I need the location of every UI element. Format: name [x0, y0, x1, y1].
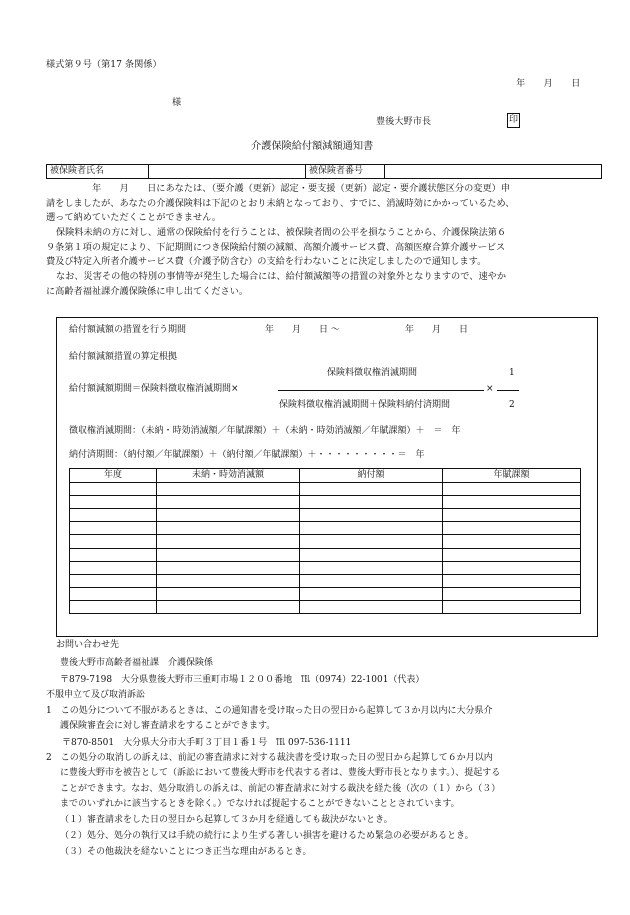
- issuer-name: 豊後大野市長: [376, 116, 432, 127]
- table-row: [70, 561, 581, 574]
- table-cell: [443, 561, 581, 574]
- contact-heading: お問い合わせ先: [56, 640, 120, 650]
- table-cell: [443, 483, 581, 496]
- contact-address: 〒879-7198 大分県豊後大野市三重町市場１２００番地 ℡（0974）22-1001（代表）: [60, 675, 425, 685]
- table-cell: [70, 587, 157, 600]
- insured-number-label: 被保険者番号: [306, 165, 385, 179]
- year-breakdown-table: [69, 468, 581, 614]
- body-p3-line1: なお、災害その他の特別の事情等が発生した場合には、給付額減額等の措置の対象外となりますので、速やか: [56, 271, 507, 282]
- table-cell: [300, 496, 443, 509]
- appeal-item2-line2: に豊後大野市を被告として（訴訟において豊後大野市を代表する者は、豊後大野市長となります。）、提起する: [60, 768, 501, 778]
- table-cell: [70, 496, 157, 509]
- appeal-sub2: （２）処分、処分の執行又は手続の続行により生ずる著しい損害を避けるため緊急の必要があるとき。: [60, 831, 474, 841]
- formula-denominator-two: 2: [509, 400, 515, 410]
- appeal-item2-line1: 2 この処分の取消しの訴えは、前記の審査請求に対する裁決書を受け取った日の翌日から起算して６か月以内: [46, 753, 493, 763]
- table-cell: [443, 600, 581, 613]
- table-cell: [157, 600, 300, 613]
- table-cell: [70, 509, 157, 522]
- table-cell: [157, 535, 300, 548]
- formula-numerator-one: 1: [509, 368, 515, 378]
- table-cell: [300, 483, 443, 496]
- table-cell: [443, 535, 581, 548]
- table-cell: [70, 574, 157, 587]
- body-p1-line3: 遡って納めていただくことができません。: [46, 212, 222, 223]
- body-p2-line2: ９条第１項の規定により、下記期間につき保険給付額の減額、高額介護サービス費、高額医療合算介護サービス: [46, 242, 506, 253]
- table-cell: [157, 522, 300, 535]
- table-cell: [70, 535, 157, 548]
- insured-info-table: [46, 164, 602, 179]
- table-cell: [300, 561, 443, 574]
- col-header-annual: 年賦課額: [443, 469, 581, 483]
- table-cell: [157, 548, 300, 561]
- table-cell: [443, 496, 581, 509]
- appeal-sub3: （３）その他裁決を経ないことにつき正当な理由があるとき。: [60, 847, 312, 857]
- table-cell: [300, 522, 443, 535]
- table-cell: [70, 548, 157, 561]
- table-cell: [157, 587, 300, 600]
- table-cell: [157, 483, 300, 496]
- formula-times: ×: [486, 384, 494, 394]
- table-row: [70, 483, 581, 496]
- formula-left: 給付額減額期間＝保険料徴収権消滅期間×: [69, 384, 239, 394]
- table-row: [70, 509, 581, 522]
- formula-half-line: [497, 390, 519, 391]
- insured-name-label: 被保険者氏名: [47, 165, 149, 179]
- table-cell: [70, 522, 157, 535]
- document-title: 介護保険給付額減額通知書: [251, 141, 374, 152]
- appeal-heading: 不服申立て及び取消訴訟: [46, 690, 146, 700]
- table-cell: [300, 535, 443, 548]
- table-cell: [443, 574, 581, 587]
- body-p1-line2: 請をしましたが、あなたの介護保険料は下記のとおり未納となっており、すでに、消滅時効にかかっているため、: [46, 198, 515, 209]
- body-p2-line3: 費及び特定入所者介護サービス費（介護予防含む）の支給を行わないことに決定しましたので通知します。: [46, 256, 487, 267]
- col-header-paid: 納付額: [300, 469, 443, 483]
- appeal-item1-line1: 1 この処分について不服があるときは、この通知書を受け取った日の翌日から起算して３か月以内に大分県介: [46, 706, 493, 716]
- contact-office: 豊後大野市高齢者福祉課 介護保険係: [60, 658, 214, 668]
- body-p3-line2: に高齢者福祉課介護保険係に申し出てください。: [46, 286, 249, 297]
- table-row: [70, 535, 581, 548]
- insured-number-value: [385, 165, 602, 179]
- table-cell: [70, 600, 157, 613]
- issue-date: 年 月 日: [516, 78, 581, 89]
- table-cell: [300, 587, 443, 600]
- period-end: 年 月 日: [405, 325, 469, 335]
- table-cell: [443, 522, 581, 535]
- table-cell: [70, 561, 157, 574]
- extinction-period-line: 徴収権消滅期間：（未納・時効消滅額／年賦課額）＋（未納・時効消滅額／年賦課額）＋ ＝ 年: [69, 426, 461, 436]
- table-cell: [157, 509, 300, 522]
- table-cell: [157, 496, 300, 509]
- calculation-box: [56, 317, 598, 637]
- col-header-unpaid: 未納・時効消滅額: [157, 469, 300, 483]
- table-row: [70, 600, 581, 613]
- table-cell: [300, 574, 443, 587]
- table-row: [70, 522, 581, 535]
- appeal-item2-line4: までのいずれかに該当するときを除く。）でなければ提起することができないこととされています。: [60, 799, 460, 809]
- table-row: [70, 496, 581, 509]
- appeal-item1-address: 〒870-8501 大分県大分市大手町３丁目１番１号 ℡ 097-536-1111: [62, 738, 352, 748]
- body-p1-line1: 年 月 日にあなたは、（要介護（更新）認定・要支援（更新）認定・要介護状態区分の変更）申: [92, 183, 511, 194]
- table-cell: [157, 574, 300, 587]
- formula-numerator: 保険料徴収権消滅期間: [327, 368, 418, 378]
- basis-label: 給付額減額措置の算定根拠: [69, 352, 178, 362]
- appeal-item1-line2: 護保険審査会に対し審査請求をすることができます。: [60, 721, 276, 731]
- insured-name-value: [149, 165, 306, 179]
- seal-mark: 印: [507, 113, 520, 128]
- col-header-year: 年度: [70, 469, 157, 483]
- paid-period-line: 納付済期間：（納付額／年賦課額）＋（納付額／年賦課額）＋・・・・・・・・・＝ 年: [69, 450, 425, 460]
- table-cell: [300, 509, 443, 522]
- table-row: [70, 548, 581, 561]
- table-cell: [443, 548, 581, 561]
- formula-denominator: 保険料徴収権消滅期間＋保険料納付済期間: [279, 400, 451, 410]
- table-cell: [157, 561, 300, 574]
- formula-fraction-line: [278, 390, 484, 391]
- table-cell: [443, 509, 581, 522]
- table-row: [70, 574, 581, 587]
- recipient-honorific: 様: [172, 97, 182, 108]
- body-p2-line1: 保険料未納の方に対し、通常の保険給付を行うことは、被保険者間の公平を損なうことから、介護保険法第６: [56, 227, 507, 238]
- table-cell: [443, 587, 581, 600]
- form-number: 様式第９号（第17 条関係）: [46, 59, 162, 70]
- period-start: 年 月 日 ～: [265, 325, 340, 335]
- table-cell: [300, 548, 443, 561]
- period-label: 給付額減額の措置を行う期間: [69, 325, 187, 335]
- table-cell: [300, 600, 443, 613]
- appeal-sub1: （１）審査請求をした日の翌日から起算して３か月を経過しても裁決がないとき。: [60, 815, 393, 825]
- table-cell: [70, 483, 157, 496]
- table-row: [70, 587, 581, 600]
- appeal-item2-line3: ことができます。なお、処分取消しの訴えは、前記の審査請求に対する裁決を経た後（次の（１）から（３）: [60, 784, 501, 794]
